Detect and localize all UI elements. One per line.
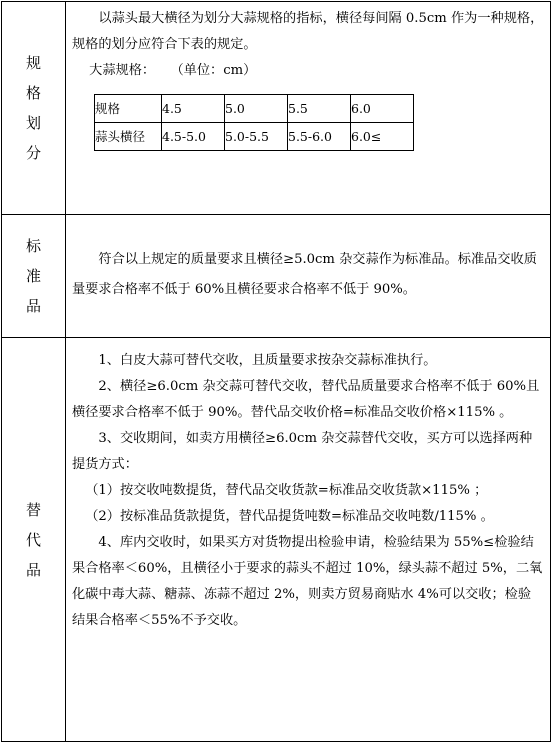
content-standard-product — [66, 215, 551, 338]
list-item: 3、交收期间，如卖方用横径≥6.0cm 杂交蒜替代交收，买方可以选择两种提货方式： — [72, 431, 533, 472]
list-item: （2）按标准品货款提货，替代品提货吨数=标准品交收吨数/115% 。 — [85, 509, 494, 524]
caption-text: 大蒜规格： — [89, 63, 156, 78]
label-char: 分 — [25, 144, 41, 162]
table-cell: 4.5 — [162, 95, 225, 123]
row-spec-division — [2, 2, 551, 215]
spec-paragraph: 以蒜头最大横径为划分大蒜规格的指标，横径每间隔 0.5cm 作为一种规格，规格的划分应符合下表的规定。 — [72, 11, 544, 52]
list-item: 2、横径≥6.0cm 杂交蒜可替代交收，替代品质量要求合格率不低于 60%且横径要求合格率不低于 90%。替代品交收价格=标准品交收价格×115% 。 — [72, 379, 540, 420]
list-item: （1）按交收吨数提货，替代品交收货款=标准品交收货款×115% ； — [85, 483, 488, 498]
content-substitute-product — [66, 338, 551, 742]
table-cell: 5.5-6.0 — [288, 123, 351, 151]
table-cell: 规格 — [95, 95, 162, 123]
label-char: 品 — [25, 560, 41, 579]
table-row — [95, 123, 414, 151]
label-spec-division — [2, 2, 66, 215]
table-cell: 5.0-5.5 — [225, 123, 288, 151]
label-char: 格 — [25, 84, 41, 102]
spec-caption — [72, 58, 544, 84]
table-cell: 5.0 — [225, 95, 288, 123]
table-cell: 蒜头横径 — [95, 123, 162, 151]
table-cell: 6.0 — [351, 95, 414, 123]
content-spec-division — [66, 2, 551, 215]
standard-paragraph: 符合以上规定的质量要求且横径≥5.0cm 杂交蒜作为标准品。标准品交收质量要求合格率不低于 60%且横径要求合格率不低于 90%。 — [72, 252, 537, 297]
label-char: 替 — [25, 500, 41, 519]
label-char: 准 — [25, 267, 41, 285]
label-char: 规 — [25, 54, 41, 72]
row-substitute-product — [2, 338, 551, 742]
garlic-spec-table — [94, 94, 414, 151]
spec-document-table — [1, 1, 551, 742]
table-row — [95, 95, 414, 123]
table-cell: 5.5 — [288, 95, 351, 123]
label-char: 品 — [25, 297, 41, 315]
row-standard-product — [2, 215, 551, 338]
list-item: 1、白皮大蒜可替代交收，且质量要求按杂交蒜标准执行。 — [98, 353, 437, 368]
table-cell: 6.0≤ — [351, 123, 414, 151]
label-char: 划 — [25, 114, 41, 132]
label-char: 标 — [25, 237, 41, 255]
label-substitute-product — [2, 338, 66, 742]
unit-text: （单位：cm） — [177, 63, 257, 78]
list-item: 4、库内交收时，如果买方对货物提出检验申请，检验结果为 55%≤检验结果合格率＜60%，且横径小于要求的蒜头不超过 10%，绿头蒜不超过 5%，二氧化碳中毒大蒜、糖蒜、冻蒜不超过 2%，则卖方贸易商贴水 4%可以交收；检验结果合格率＜55%不予交收。 — [72, 535, 543, 628]
label-standard-product — [2, 215, 66, 338]
label-char: 代 — [25, 530, 41, 549]
table-cell: 4.5-5.0 — [162, 123, 225, 151]
